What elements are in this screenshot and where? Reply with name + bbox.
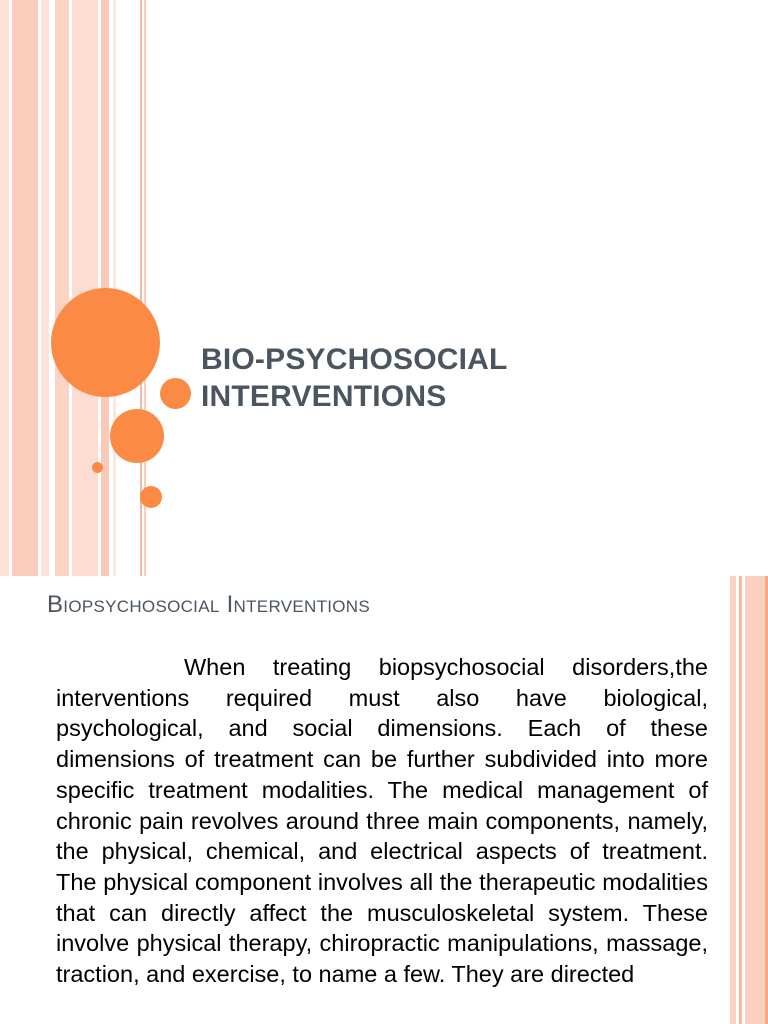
decorative-circle-large bbox=[51, 288, 160, 397]
decorative-stripe bbox=[745, 576, 765, 1024]
content-slide-title: Biopsychosocial Interventions bbox=[47, 591, 371, 618]
content-slide bbox=[0, 576, 768, 1024]
decorative-stripe bbox=[12, 0, 38, 576]
decorative-stripe bbox=[72, 0, 98, 576]
decorative-circle-tiny bbox=[92, 462, 103, 473]
decorative-stripe bbox=[0, 0, 9, 576]
content-slide-body: When treating biopsychosocial disorders,the interventions required must also have biological, psychological, and social dimensions. Each of these dimensions of treatment can be further subdivided into more specific treatment modalities. The medical management of chronic pain revolves around three main components, namely, the physical, chemical, and electrical aspects of treatment. The physical component involves all the therapeutic modalities that can directly affect the musculoskeletal system. These involve physical therapy, chiropractic manipulations, massage, traction, and exercise, to name a few. They are directed bbox=[56, 654, 708, 988]
decorative-circle-medium bbox=[110, 409, 164, 463]
decorative-stripe bbox=[730, 576, 736, 1024]
slide-title bbox=[201, 341, 721, 415]
decorative-stripe bbox=[739, 576, 742, 1024]
decorative-circle-small bbox=[160, 378, 191, 409]
slide-title-line-1: BIO-PSYCHOSOCIAL bbox=[201, 343, 508, 376]
decorative-stripe bbox=[55, 0, 69, 576]
decorative-stripe bbox=[41, 0, 49, 576]
slide-title-line-2: INTERVENTIONS bbox=[201, 380, 447, 413]
decorative-circle-small bbox=[140, 486, 162, 508]
